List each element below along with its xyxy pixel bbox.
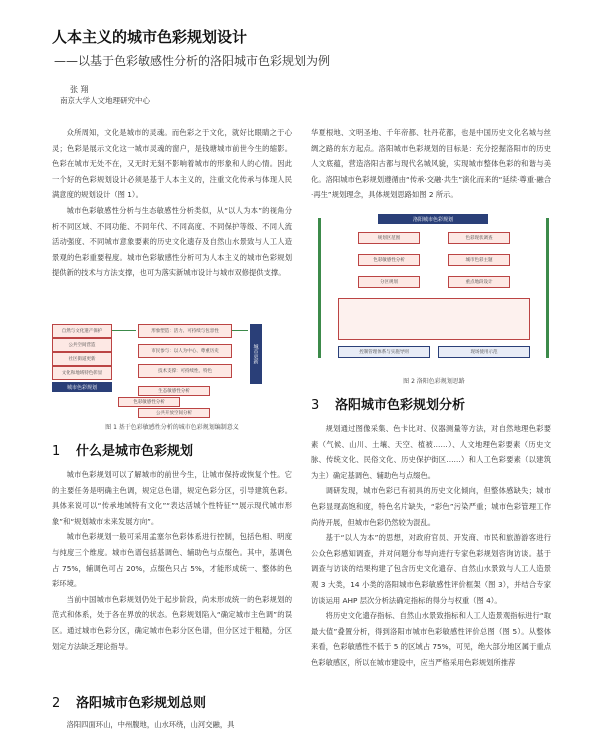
fig2-row: 城市色彩主题 (448, 254, 510, 266)
paragraph: 城市色彩规划一般可采用孟塞尔色彩体系进行控制，包括色相、明度与纯度三个维度。城市色谱包括基调色、辅助色与点缀色。其中，基调色占 75%，辅调色可占 20%，点缀色只占 5%，才能形成统一、整体的色彩环境。 (52, 532, 292, 589)
fig2-caption: 图 2 洛阳色彩规划思路 (403, 378, 465, 385)
paragraph: 城市色彩规划可以了解城市的前世今生，让城市保持或恢复个性。它的主要任务是明确主色调，规定总色谱，规定色彩分区，引导建筑色彩。具体来说可以“传承地域特有文化”“表达活城个性特征”“展示现代城市形象”和“规划城市未来发展方向”。 (52, 470, 292, 526)
paragraph: 将历史文化遗存指标、自然山水景致指标和人工人造景观指标进行“取最大值”叠置分析，得到洛阳市城市色彩敏感性评价总图（图 5）。从整体来看，色彩敏感性不低于 5 的区域占 75%，可见，绝大部分地区属于重点色彩敏感区，所以在城市建设中，应当严格采用色彩规划所推荐 (311, 611, 551, 667)
fig2-bottom-left: 控制管理体系与实施导则 (338, 346, 430, 358)
fig2-row: 色彩敏感性分析 (358, 254, 420, 266)
section-number: 3 (311, 398, 320, 413)
fig1-left-item: 自然与文化遗产保护 (52, 324, 112, 338)
fig1-right: 城市更新 (250, 324, 262, 384)
fig1-bottom-item: 生态敏感性分析 (138, 386, 210, 396)
paragraph: 洛阳四面环山，中州腹地，山水环绕，山河交融，具 (66, 720, 235, 729)
right-column (311, 125, 551, 203)
section-title: 什么是城市色彩规划 (76, 444, 194, 459)
fig2-side-bar (546, 218, 549, 358)
fig1-caption: 图 1 基于色彩敏感性分析的城市色彩规划编制意义 (105, 424, 239, 431)
fig1-left-item: 社区街道更新 (52, 352, 112, 366)
fig2-bottom-right: 现场使用示范 (438, 346, 530, 358)
section-heading-2 (52, 692, 206, 711)
section-heading-3 (311, 394, 465, 413)
section-title: 洛阳城市色彩规划分析 (335, 398, 466, 413)
fig2-row: 色彩现状调查 (448, 232, 510, 244)
article-title: 人本主义的城市色彩规划设计 (52, 28, 248, 46)
paragraph: 规划通过图像采集、色卡比对、仪器测量等方法，对自然地理色彩要素（气候、山川、土壤、天空、植被……）、人文地理色彩要素（历史文脉、传统文化、民俗文化、历史保护街区……）和人工色彩要素（以建筑为主）确定基调色、辅助色与点缀色。 (311, 424, 551, 480)
fig1-top-item: 形象塑造：活力、可持续与包容性 (138, 324, 232, 338)
fig1-left-item: 文化和地域特色彰显 (52, 366, 112, 380)
fig1-bottom-item: 公共开放空间分析 (138, 408, 210, 418)
fig2-grid (338, 298, 530, 340)
figure-2 (318, 214, 550, 370)
paragraph: 众所周知，文化是城市的灵魂。而色彩之于文化，就好比眼睛之于心灵；色彩是展示文化这一城市灵魂的窗户，是钱塘城市前世今生的缩影。色彩在城市无处不在，又无时无刻不影响着城市的形象和人的心情。因此一个好的色彩规划设计必须是基于人本主义的，注重文化传承与体现人民满意度的规划设计（图 1）。 (52, 128, 292, 200)
fig2-row: 规划区范围 (358, 232, 420, 244)
paragraph: 当前中国城市色彩规划仍处于起步阶段，尚未形成统一的色彩规划的范式和体系，处于各在界放的状态。色彩规划陷入“确定城市主色调”的误区。通过城市色彩分区，确定城市色彩分区色谱，但分区过于粗糙，分区划定方法缺乏理论指导。 (52, 594, 292, 651)
author: 张 翔 (70, 85, 89, 94)
left-column (52, 125, 292, 281)
fig1-top-item: 技术支撑：可持续性、特色 (138, 364, 232, 378)
fig1-connector (112, 330, 136, 331)
section-heading-1 (52, 440, 193, 459)
fig2-top: 洛阳城市色彩规划 (378, 214, 488, 224)
fig2-row: 分区规划 (358, 276, 420, 288)
fig1-bottom-item: 色彩敏感性分析 (118, 397, 180, 407)
fig1-connector (232, 330, 248, 331)
fig1-left-item: 公共空间营造 (52, 338, 112, 352)
section-title: 洛阳城市色彩规划总则 (76, 696, 207, 711)
section-number: 1 (52, 444, 61, 459)
fig2-side-bar (318, 218, 321, 358)
figure-1 (52, 320, 292, 420)
paragraph: 调研发现，城市色彩已有初具的历史文化倾向，但整体感缺失；城市色彩显现高饱和度，特色名片缺失，“彩色”污染严重；城市色彩管理工作尚待开展，但城市色彩仍然较为混乱。 (311, 486, 551, 527)
fig1-top-item: 市民参与：以人为中心、尊重历史 (138, 344, 232, 358)
section1-body (52, 467, 292, 654)
paragraph: 城市色彩敏感性分析与生态敏感性分析类似，从“以人为本”的视角分析不同区域、不同功能、不同年代、不同高度、不同保护等级、不同人流活动强度、不同城市意象要素的历史文化遗存及自然山水景致与人工人造景观的色彩重要程度。城市色彩敏感性分析可为人本主义的城市色彩规划提供新的技术与方法支撑，也可为落实新城市设计与城市双修提供支撑。 (52, 205, 292, 278)
section-number: 2 (52, 696, 61, 711)
paragraph: 基于“以人为本”的思想，对政府官员、开发商、市民和旅游游客进行公众色彩感知调查，并对问题分布导向进行专家色彩规划咨询访谈。基于调查与访谈的结果构建了包含历史文化遗存、自然山水景致与人工人造景观 3 大类，14 小类的洛阳城市色彩敏感性评价框架（图 3），并结合专家访谈运用 AHP 层次分析法确定指标的得分与权重（图 4）。 (311, 533, 551, 605)
fig2-row: 重点地段设计 (448, 276, 510, 288)
section3-body (311, 421, 551, 671)
paragraph: 华夏根地、文明圣地、千年帝都、牡丹花都，也是中国历史文化名城与丝绸之路的东方起点。洛阳城市色彩规划的目标是：充分挖掘洛阳市的历史人文底蕴，营造洛阳古都与现代名城风貌，实现城市整体色彩的和谐与美化。洛阳城市色彩规划遵循由“传承·交融·共生”演化而来的“延续·尊重·融合·再生”规划理念，具体规划思路如图 2 所示。 (311, 128, 551, 200)
section2-body (52, 717, 292, 733)
fig1-center: 城市色彩规划 (52, 382, 112, 392)
affiliation: 南京大学人文地理研究中心 (60, 96, 150, 105)
article-subtitle: ——以基于色彩敏感性分析的洛阳城市色彩规划为例 (54, 54, 331, 68)
